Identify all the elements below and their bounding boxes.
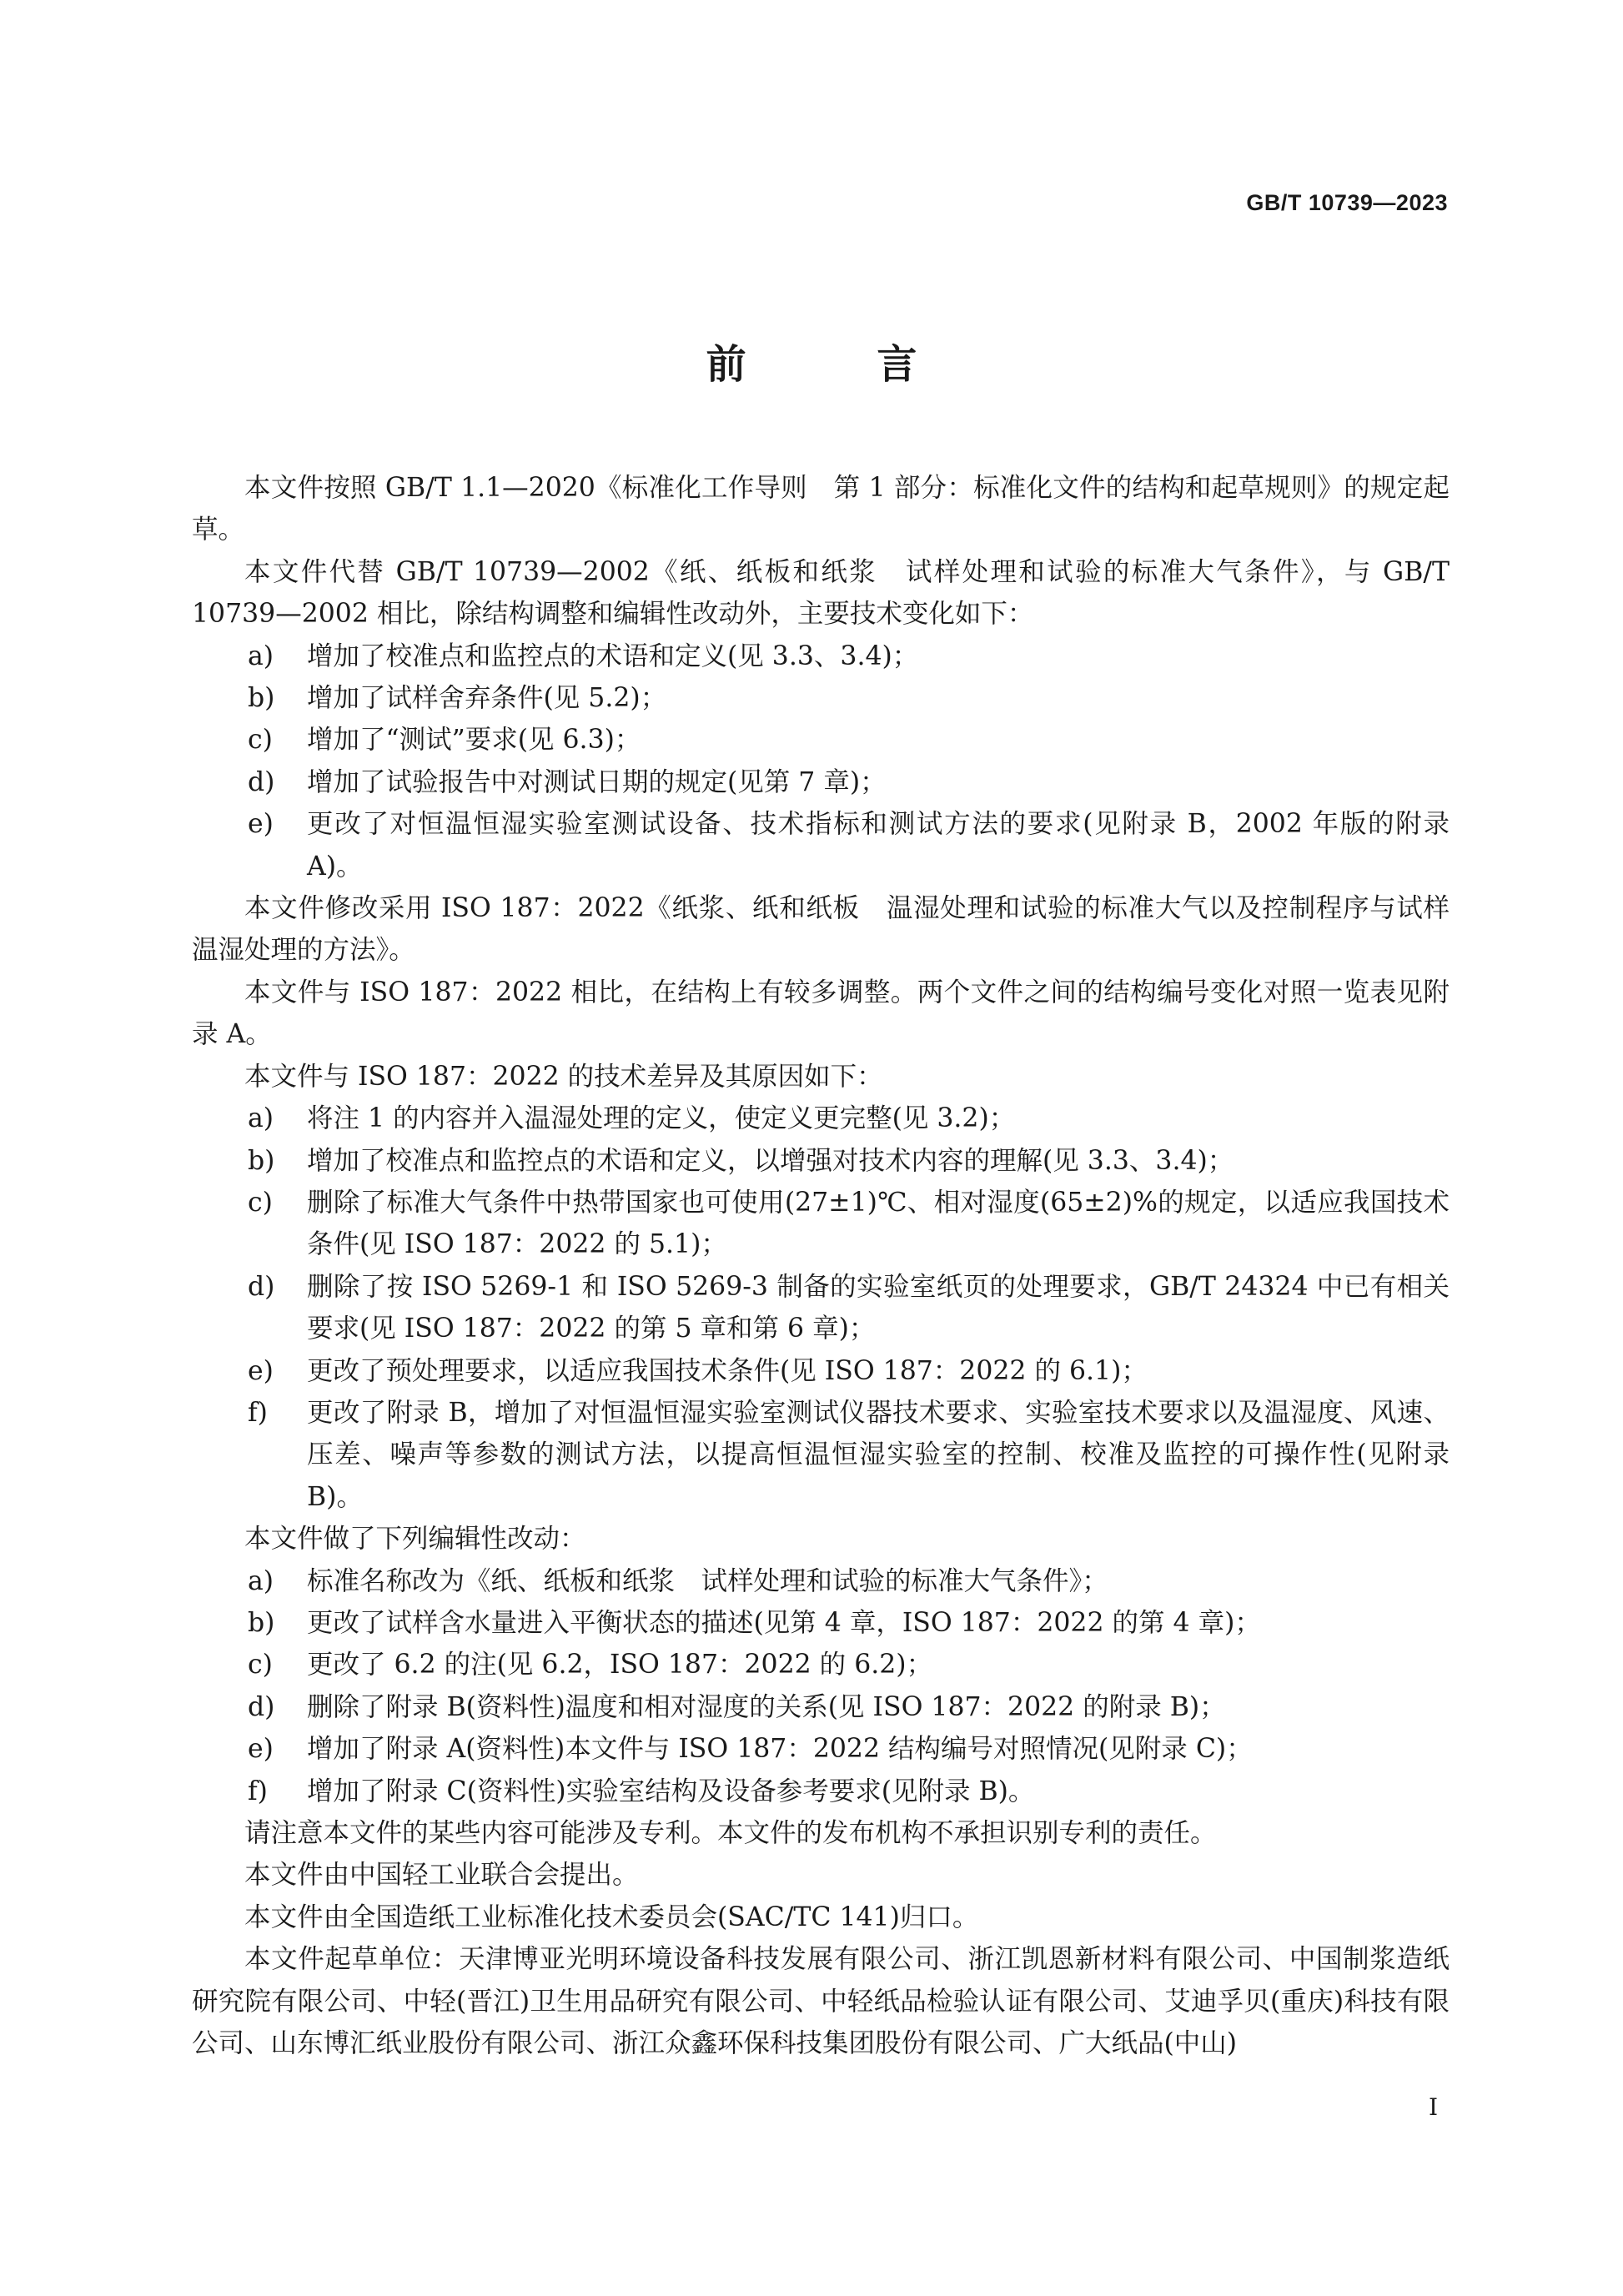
paragraph: 请注意本文件的某些内容可能涉及专利。本文件的发布机构不承担识别专利的责任。 — [244, 1818, 1217, 1848]
list-item — [192, 1686, 1450, 1728]
document-body — [192, 467, 1450, 2064]
list-item-label: b) — [248, 1607, 275, 1638]
list-item — [192, 1644, 1450, 1686]
list-item-text: 增加了校准点和监控点的术语和定义(见 3.3、3.4)； — [307, 641, 919, 671]
list-item-text: 更改了试样含水量进入平衡状态的描述(见第 4 章，ISO 187：2022 的第 4 章)； — [307, 1607, 1261, 1638]
list-item — [192, 1771, 1450, 1812]
list-item — [192, 719, 1450, 761]
paragraph: 本文件按照 GB/T 1.1—2020《标准化工作导则 第 1 部分：标准化文件的结构和起草规则》的规定起草。 — [192, 473, 1450, 545]
list-item-label: f) — [248, 1397, 268, 1428]
list-item-text: 将注 1 的内容并入温湿处理的定义，使定义更完整(见 3.2)； — [307, 1103, 1016, 1134]
list-item — [192, 636, 1450, 677]
list-item — [192, 1350, 1450, 1392]
paragraph: 本文件起草单位：天津博亚光明环境设备科技发展有限公司、浙江凯恩新材料有限公司、中国制浆造纸研究院有限公司、中轻(晋江)卫生用品研究有限公司、中轻纸品检验认证有限公司、艾迪孚贝(重庆)科技有限公司、山东博汇纸业股份有限公司、浙江众鑫环保科技集团股份有限公司、广大纸品(中山) — [192, 1944, 1450, 2059]
list-item — [192, 1602, 1450, 1644]
list-item-text: 增加了附录 C(资料性)实验室结构及设备参考要求(见附录 B)。 — [307, 1776, 1035, 1806]
list-item-label: c) — [248, 1650, 273, 1681]
list-item-text: 更改了附录 B，增加了对恒温恒湿实验室测试仪器技术要求、实验室技术要求以及温湿度、风速、压差、噪声等参数的测试方法，以提高恒温恒湿实验室的控制、校准及监控的可操作性(见附录 B)。 — [307, 1397, 1450, 1512]
list-item — [192, 1560, 1450, 1602]
list-item-label: d) — [248, 766, 275, 797]
list-item-text: 删除了标准大气条件中热带国家也可使用(27±1)℃、相对湿度(65±2)%的规定，以适应我国技术条件(见 ISO 187：2022 的 5.1)； — [307, 1187, 1450, 1260]
list-item-text: 增加了“测试”要求(见 6.3)； — [307, 725, 641, 756]
list-item-label: c) — [248, 725, 273, 756]
list-item — [192, 1182, 1450, 1266]
page-number: I — [1428, 2093, 1438, 2121]
list-item-text: 增加了校准点和监控点的术语和定义，以增强对技术内容的理解(见 3.3、3.4)； — [307, 1145, 1234, 1176]
paragraph: 本文件做了下列编辑性改动： — [244, 1524, 586, 1555]
document-code: GB/T 10739—2023 — [1246, 190, 1448, 215]
list-item-label: e) — [248, 809, 274, 840]
list-item-text: 标准名称改为《纸、纸板和纸浆 试样处理和试验的标准大气条件》； — [307, 1565, 1108, 1596]
list-item-text: 更改了对恒温恒湿实验室测试设备、技术指标和测试方法的要求(见附录 B，2002 年版的附录 A)。 — [307, 809, 1450, 882]
list-item-label: a) — [248, 1565, 274, 1596]
list-item-label: e) — [248, 1355, 274, 1386]
page-title: 前 言 — [706, 341, 976, 388]
list-item-text: 删除了附录 B(资料性)温度和相对湿度的关系(见 ISO 187：2022 的附录 B)； — [307, 1691, 1226, 1722]
paragraph: 本文件修改采用 ISO 187：2022《纸浆、纸和纸板 温湿处理和试验的标准大气以及控制程序与试样温湿处理的方法》。 — [192, 893, 1450, 966]
list-item-label: f) — [248, 1776, 268, 1806]
paragraph: 本文件与 ISO 187：2022 相比，在结构上有较多调整。两个文件之间的结构编号变化对照一览表见附录 A。 — [192, 977, 1450, 1050]
list-item-label: c) — [248, 1187, 273, 1218]
list-item — [192, 677, 1450, 719]
paragraph: 本文件与 ISO 187：2022 的技术差异及其原因如下： — [244, 1061, 883, 1092]
paragraph: 本文件由全国造纸工业标准化技术委员会(SAC/TC 141)归口。 — [244, 1902, 979, 1932]
list-item — [192, 1392, 1450, 1518]
list-item — [192, 1098, 1450, 1139]
list-item-label: e) — [248, 1734, 274, 1765]
list-item-label: a) — [248, 1103, 274, 1134]
list-item — [192, 803, 1450, 887]
list-item-text: 更改了预处理要求，以适应我国技术条件(见 ISO 187：2022 的 6.1)； — [307, 1355, 1148, 1386]
list-item-label: b) — [248, 1145, 275, 1176]
list-item-text: 删除了按 ISO 5269-1 和 ISO 5269-3 制备的实验室纸页的处理要求，GB/T 24324 中已有相关要求(见 ISO 187：2022 的第 5 章和第 6 章)； — [307, 1271, 1450, 1344]
list-item-label: d) — [248, 1691, 275, 1722]
list-item-label: a) — [248, 641, 274, 671]
paragraph: 本文件由中国轻工业联合会提出。 — [244, 1860, 639, 1891]
list-item — [192, 1140, 1450, 1182]
list-item-label: d) — [248, 1271, 275, 1302]
list-item — [192, 1728, 1450, 1770]
list-item — [192, 1266, 1450, 1350]
list-item-text: 更改了 6.2 的注(见 6.2，ISO 187：2022 的 6.2)； — [307, 1650, 933, 1681]
list-item-text: 增加了试样舍弃条件(见 5.2)； — [307, 683, 667, 714]
list-item-text: 增加了试验报告中对测试日期的规定(见第 7 章)； — [307, 766, 887, 797]
list-item-label: b) — [248, 683, 275, 714]
list-item — [192, 761, 1450, 803]
paragraph: 本文件代替 GB/T 10739—2002《纸、纸板和纸浆 试样处理和试验的标准大气条件》，与 GB/T 10739—2002 相比，除结构调整和编辑性改动外，主要技术变化如下： — [192, 556, 1450, 630]
list-item-text: 增加了附录 A(资料性)本文件与 ISO 187：2022 结构编号对照情况(见附录 C)； — [307, 1734, 1253, 1765]
